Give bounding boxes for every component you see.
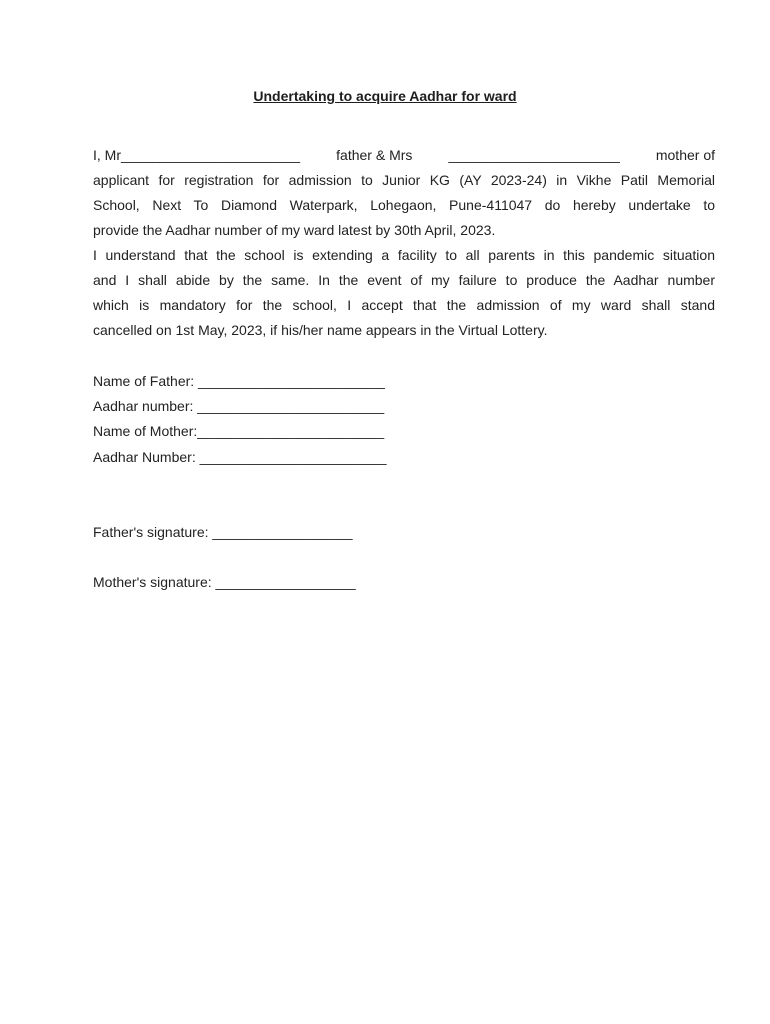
mother-signature-field[interactable]: Mother's signature: __________________ (93, 574, 356, 590)
paragraph-line (93, 143, 715, 168)
father-aadhar-field[interactable]: Aadhar number: ________________________ (93, 398, 385, 414)
paragraph-line: I understand that the school is extending a facility to all parents in this pandemic situation (93, 247, 715, 263)
mother-of-text: mother of (655, 147, 715, 163)
document-title: Undertaking to acquire Aadhar for ward (253, 88, 517, 104)
father-name-field[interactable]: Name of Father: ________________________ (93, 373, 385, 389)
paragraph-line: provide the Aadhar number of my ward latest by 30th April, 2023. (93, 222, 496, 238)
father-signature-field[interactable]: Father's signature: __________________ (93, 524, 353, 540)
paragraph-line: applicant for registration for admission to Junior KG (AY 2023-24) in Vikhe Patil Memorial (93, 172, 715, 188)
father-name-blank-text: I, Mr_______________________ (93, 147, 301, 163)
paragraph-line: School, Next To Diamond Waterpark, Lohegaon, Pune-411047 do hereby undertake to (93, 197, 715, 213)
mother-name-blank-text: ______________________ (448, 147, 620, 163)
paragraph-line: which is mandatory for the school, I accept that the admission of my ward shall stand (93, 297, 715, 313)
paragraph-line: cancelled on 1st May, 2023, if his/her name appears in the Virtual Lottery. (93, 322, 548, 338)
father-label-text: father & Mrs (336, 147, 413, 163)
mother-aadhar-field[interactable]: Aadhar Number: ________________________ (93, 449, 387, 465)
paragraph-line: and I shall abide by the same. In the event of my failure to produce the Aadhar number (93, 272, 715, 288)
mother-name-field[interactable]: Name of Mother:________________________ (93, 423, 385, 439)
consent-paragraph (93, 243, 715, 343)
undertaking-paragraph (93, 143, 715, 243)
